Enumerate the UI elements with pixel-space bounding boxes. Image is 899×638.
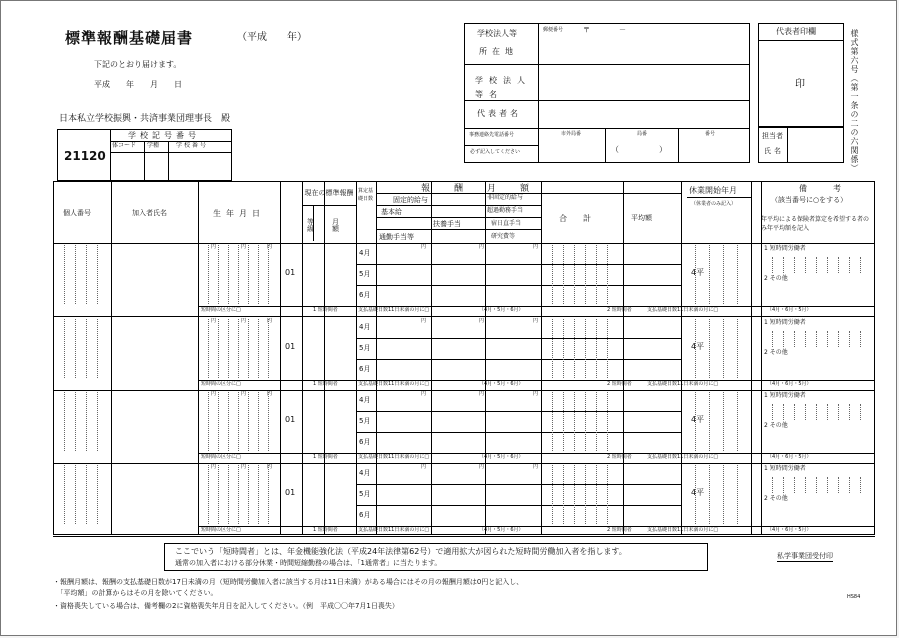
digit-line <box>794 404 795 420</box>
digit-line <box>794 331 795 347</box>
digit-line <box>75 465 76 524</box>
digit-line <box>75 319 76 378</box>
digit-line <box>238 465 239 524</box>
header-line <box>376 217 541 218</box>
digit-line <box>97 245 98 304</box>
digit-line <box>86 465 87 524</box>
digit-line <box>794 257 795 273</box>
phone-sub-2: 局番 <box>637 131 648 137</box>
row-footer-days: 支払基礎日数11日未満の月に□ <box>358 381 430 387</box>
table-col-line <box>431 181 432 535</box>
leave-value: 4平 <box>691 268 705 277</box>
table-col-line <box>751 181 752 535</box>
digit-line <box>585 392 586 451</box>
month-label: 6月 <box>359 511 371 519</box>
digit-line <box>849 404 850 420</box>
digit-line <box>218 245 219 304</box>
digit-line <box>783 257 784 273</box>
yen-unit: 円 <box>211 244 217 250</box>
row-line <box>53 536 875 537</box>
digit-line <box>816 257 817 273</box>
digit-line <box>827 404 828 420</box>
digit-line <box>208 319 209 378</box>
digit-line <box>827 257 828 273</box>
manager-label-2: 氏名 <box>764 147 784 155</box>
table-col-line <box>681 181 682 535</box>
header-bottom-line <box>53 243 875 244</box>
digit-line <box>849 257 850 273</box>
digit-line <box>208 392 209 451</box>
digit-line <box>563 465 564 524</box>
yen-unit: 円 <box>421 464 427 470</box>
digit-line <box>794 477 795 493</box>
digit-line <box>258 465 259 524</box>
month-label: 6月 <box>359 365 371 373</box>
digit-line <box>805 331 806 347</box>
era-label: （平成 年） <box>237 32 307 43</box>
month-line <box>356 264 681 265</box>
digit-line <box>97 319 98 378</box>
digit-line <box>772 404 773 420</box>
yen-unit: 円 <box>479 244 485 250</box>
digit-line <box>838 331 839 347</box>
digit-line <box>596 465 597 524</box>
remark-option: 2 その他 <box>764 422 788 429</box>
digit-line <box>238 319 239 378</box>
month-line <box>356 359 681 360</box>
yen-unit: 円 <box>533 318 539 324</box>
form-number: 様式第六号（第一条の二の六関係） <box>850 29 859 173</box>
row-footer-short: 短時間の区分に□ <box>201 527 241 533</box>
table-col-line <box>198 181 199 535</box>
col-remarks-sub: （該当番号に○をする） <box>771 196 848 204</box>
yen-unit: 円 <box>421 318 427 324</box>
yen-unit: 円 <box>267 391 273 397</box>
yen-unit: 円 <box>533 391 539 397</box>
digit-line <box>228 465 229 524</box>
digit-line <box>772 331 773 347</box>
digit-line <box>772 257 773 273</box>
digit-line <box>709 319 710 378</box>
digit-line <box>585 319 586 378</box>
leave-value: 4平 <box>691 415 705 424</box>
notice-box <box>164 543 708 571</box>
digit-line <box>723 245 724 304</box>
remark-option: 1 短時間労働者 <box>764 245 806 252</box>
table-col-line <box>376 181 377 535</box>
digit-line <box>563 319 564 378</box>
phone-label: 事務連絡先電話番号 <box>469 132 515 138</box>
digit-line <box>552 245 553 304</box>
yen-unit: 円 <box>479 464 485 470</box>
digit-line <box>709 392 710 451</box>
row-footer-short: 短時間の区分に□ <box>201 307 241 313</box>
row-footer-days2: 支払基礎日数11日未満の月に□ <box>647 307 719 313</box>
col-fixed-wage: 固定的給与 <box>393 196 428 204</box>
col-remarks: 備考 <box>799 184 867 193</box>
digit-line <box>268 465 269 524</box>
col-monthly: 月額 <box>332 218 339 233</box>
yen-unit: 円 <box>241 464 247 470</box>
row-footer-flag2: 2 短時間者 <box>607 454 632 460</box>
rep-label: 代表者名 <box>477 109 521 118</box>
phone-note: 必ず記入してください <box>470 149 521 155</box>
table-col-line <box>623 181 624 535</box>
col-leave-month: 休業開始年月 <box>689 186 737 195</box>
month-label: 4月 <box>359 323 371 331</box>
seal-mark: 印 <box>795 79 805 90</box>
note-1: ・報酬月額は、報酬の支払基礎日数が17日未満の月（短時間労働加入者に該当する月は11日未満）がある場合にはその月の報酬月額は0円と記入し、 <box>53 578 524 586</box>
col-remuneration: 報酬月額 <box>421 184 554 194</box>
school-code-sub-1: 体コード <box>112 142 137 149</box>
digit-line <box>860 331 861 347</box>
digit-line <box>86 392 87 451</box>
yen-unit: 円 <box>211 318 217 324</box>
yen-unit: 円 <box>421 244 427 250</box>
digit-line <box>208 245 209 304</box>
digit-line <box>607 392 608 451</box>
manager-label-1: 担当者 <box>762 132 783 140</box>
digit-line <box>248 245 249 304</box>
remark-option: 2 その他 <box>764 495 788 502</box>
month-label: 5月 <box>359 417 371 425</box>
digit-line <box>816 404 817 420</box>
page-code: HS84 <box>847 594 861 600</box>
digit-line <box>218 392 219 451</box>
col-basic-pay: 基本給 <box>381 208 402 216</box>
digit-line <box>75 245 76 304</box>
row-footer-days2: 支払基礎日数11日未満の月に□ <box>647 381 719 387</box>
col-grade: 等級 <box>307 218 314 233</box>
row-footer-months2: （4月・6月・5月） <box>767 454 812 460</box>
digit-line <box>552 465 553 524</box>
digit-line <box>805 477 806 493</box>
notice-line-2: 通常の加入者における部分休業・時間短縮勤務の場合は、「1通常者」に当たります。 <box>175 559 442 567</box>
remark-option: 1 短時間労働者 <box>764 392 806 399</box>
digit-line <box>849 477 850 493</box>
digit-line <box>585 465 586 524</box>
table-col-line <box>324 181 325 535</box>
stamp-label: 私学事業団受付印 <box>777 552 833 560</box>
col-member-no: 個人番号 <box>63 209 91 217</box>
digit-line <box>783 404 784 420</box>
phone-parens: （ ） <box>611 145 667 154</box>
col-leave-note: （休業者のみ記入） <box>691 201 737 207</box>
school-code-sub-2: 学種 <box>147 142 160 149</box>
digit-line <box>268 392 269 451</box>
digit-line <box>607 319 608 378</box>
digit-line <box>248 392 249 451</box>
month-line <box>356 338 681 339</box>
digit-line <box>228 319 229 378</box>
digit-line <box>64 392 65 451</box>
digit-line <box>860 257 861 273</box>
leave-value: 4平 <box>691 488 705 497</box>
grade-value: 01 <box>285 342 296 351</box>
digit-line <box>737 465 738 524</box>
remark-option: 2 その他 <box>764 275 788 282</box>
digit-line <box>805 404 806 420</box>
header-line <box>302 205 356 206</box>
seal-label: 代表者印欄 <box>776 27 816 36</box>
digit-line <box>248 465 249 524</box>
seal-box <box>758 23 844 127</box>
col-member-name: 加入者氏名 <box>132 209 167 217</box>
grade-value: 01 <box>285 488 296 497</box>
digit-line <box>563 245 564 304</box>
row-footer-flag1: 1 短時間者 <box>313 307 338 313</box>
digit-line <box>838 257 839 273</box>
school-info-box <box>464 23 750 163</box>
col-current-std: 現在の標準報酬 <box>304 189 354 197</box>
row-footer-days: 支払基礎日数11日未満の月に□ <box>358 307 430 313</box>
month-label: 6月 <box>359 291 371 299</box>
yen-unit: 円 <box>421 391 427 397</box>
postal-value: 〒 － <box>583 26 628 34</box>
digit-line <box>218 465 219 524</box>
note-3: ・資格喪失している場合は、備考欄の2に資格喪失年月日を記入してください。（例 平成〇〇年7月1日喪失） <box>53 602 399 610</box>
digit-line <box>827 331 828 347</box>
table-col-line <box>111 181 112 535</box>
header-line <box>313 205 314 241</box>
col-total: 合計 <box>559 214 607 223</box>
digit-line <box>805 257 806 273</box>
yen-unit: 円 <box>533 464 539 470</box>
digit-line <box>268 319 269 378</box>
school-code-box <box>57 129 232 181</box>
col-average: 平均額 <box>631 214 652 222</box>
digit-line <box>596 245 597 304</box>
note-2: 「平均額」の計算からはその月を除いてください。 <box>53 589 218 597</box>
digit-line <box>258 319 259 378</box>
yen-unit: 円 <box>267 244 273 250</box>
month-line <box>356 285 681 286</box>
month-line <box>356 411 681 412</box>
row-footer-flag1: 1 短時間者 <box>313 454 338 460</box>
digit-line <box>86 319 87 378</box>
digit-line <box>64 245 65 304</box>
digit-line <box>723 465 724 524</box>
yen-unit: 円 <box>267 318 273 324</box>
digit-line <box>816 477 817 493</box>
row-footer-short: 短時間の区分に□ <box>201 381 241 387</box>
month-label: 4月 <box>359 249 371 257</box>
digit-line <box>596 392 597 451</box>
digit-line <box>97 465 98 524</box>
digit-line <box>574 319 575 378</box>
yen-unit: 円 <box>479 391 485 397</box>
col-night: 宿日直手当 <box>491 220 522 227</box>
header-line <box>376 229 541 230</box>
phone-sub-3: 番号 <box>705 131 716 137</box>
digit-line <box>238 392 239 451</box>
row-footer-months: （4月・5月・6月） <box>479 381 524 387</box>
digit-line <box>783 477 784 493</box>
row-footer-months2: （4月・6月・5月） <box>767 527 812 533</box>
digit-line <box>238 245 239 304</box>
row-footer-months2: （4月・6月・5月） <box>767 381 812 387</box>
table-col-line <box>356 181 357 535</box>
table-col-line <box>280 181 281 535</box>
digit-line <box>86 245 87 304</box>
col-overtime: 超過勤務手当 <box>487 207 524 214</box>
digit-line <box>75 392 76 451</box>
corp-label: 学校法人等 <box>477 29 517 38</box>
digit-line <box>838 404 839 420</box>
table-col-line <box>541 181 542 535</box>
row-footer-flag2: 2 短時間者 <box>607 381 632 387</box>
header-line <box>376 193 681 194</box>
row-footer-days: 支払基礎日数11日未満の月に□ <box>358 527 430 533</box>
row-footer-flag1: 1 短時間者 <box>313 527 338 533</box>
month-label: 6月 <box>359 438 371 446</box>
digit-line <box>585 245 586 304</box>
digit-line <box>860 477 861 493</box>
digit-line <box>218 319 219 378</box>
digit-line <box>268 245 269 304</box>
digit-line <box>816 331 817 347</box>
addressee: 日本私立学校振興・共済事業団理事長 殿 <box>59 114 231 124</box>
month-label: 4月 <box>359 396 371 404</box>
header-line <box>687 197 751 198</box>
digit-line <box>709 465 710 524</box>
digit-line <box>772 477 773 493</box>
digit-line <box>208 465 209 524</box>
header-line <box>376 205 541 206</box>
row-footer-days2: 支払基礎日数11日未満の月に□ <box>647 527 719 533</box>
row-footer-days2: 支払基礎日数11日未満の月に□ <box>647 454 719 460</box>
digit-line <box>552 392 553 451</box>
row-footer-months: （4月・5月・6月） <box>479 307 524 313</box>
remark-option: 1 短時間労働者 <box>764 465 806 472</box>
row-footer-months: （4月・5月・6月） <box>479 454 524 460</box>
school-name-label: 学校法人等名 <box>475 76 531 99</box>
digit-line <box>849 331 850 347</box>
remark-option: 1 短時間労働者 <box>764 319 806 326</box>
grade-value: 01 <box>285 415 296 424</box>
school-code-value: 21120 <box>64 149 106 163</box>
digit-line <box>64 465 65 524</box>
digit-line <box>607 465 608 524</box>
digit-line <box>827 477 828 493</box>
yen-unit: 円 <box>241 391 247 397</box>
digit-line <box>737 319 738 378</box>
digit-line <box>737 392 738 451</box>
digit-line <box>248 319 249 378</box>
month-line <box>356 432 681 433</box>
yen-unit: 円 <box>211 391 217 397</box>
yen-unit: 円 <box>241 318 247 324</box>
digit-line <box>574 392 575 451</box>
table-col-line <box>302 181 303 535</box>
digit-line <box>574 465 575 524</box>
submit-text: 下記のとおり届けます。 <box>94 60 182 69</box>
leave-value: 4平 <box>691 342 705 351</box>
digit-line <box>64 319 65 378</box>
row-footer-flag1: 1 短時間者 <box>313 381 338 387</box>
digit-line <box>860 404 861 420</box>
postal-label: 郵便番号 <box>543 27 564 33</box>
digit-line <box>723 319 724 378</box>
digit-line <box>709 245 710 304</box>
digit-line <box>607 245 608 304</box>
digit-line <box>228 392 229 451</box>
phone-sub-1: 市外局番 <box>561 131 582 137</box>
notice-line-1: ここでいう「短時間者」とは、年金機能強化法（平成24年法律第62号）で適用拡大が図られた短時間労働加入者を指します。 <box>175 547 627 556</box>
remark-option: 2 その他 <box>764 349 788 356</box>
digit-line <box>97 392 98 451</box>
grade-value: 01 <box>285 268 296 277</box>
date-line: 平成 年 月 日 <box>94 80 182 89</box>
col-birth: 生年月日 <box>213 209 265 218</box>
yen-unit: 円 <box>479 318 485 324</box>
school-code-sub-3: 学校番号 <box>176 142 209 149</box>
digit-line <box>723 392 724 451</box>
yen-unit: 円 <box>267 464 273 470</box>
digit-line <box>258 392 259 451</box>
col-ext-allow: 扶養手当 <box>433 220 461 228</box>
school-code-label: 学校記号番号 <box>128 131 200 140</box>
row-footer-months2: （4月・6月・5月） <box>767 307 812 313</box>
digit-line <box>552 319 553 378</box>
col-variable-wage: 非固定的給与 <box>487 194 524 201</box>
table-col-line <box>485 181 486 535</box>
digit-line <box>563 392 564 451</box>
month-label: 5月 <box>359 490 371 498</box>
digit-line <box>783 331 784 347</box>
manager-box <box>758 127 844 163</box>
row-footer-short: 短時間の区分に□ <box>201 454 241 460</box>
month-label: 5月 <box>359 344 371 352</box>
yen-unit: 円 <box>241 244 247 250</box>
yen-unit: 円 <box>211 464 217 470</box>
col-basis-days: 算定基礎日数 <box>358 188 374 202</box>
digit-line <box>596 319 597 378</box>
digit-line <box>838 477 839 493</box>
month-label: 5月 <box>359 270 371 278</box>
month-line <box>356 484 681 485</box>
month-label: 4月 <box>359 469 371 477</box>
address-label: 所在地 <box>479 47 518 56</box>
row-footer-flag2: 2 短時間者 <box>607 307 632 313</box>
row-footer-flag2: 2 短時間者 <box>607 527 632 533</box>
row-footer-days: 支払基礎日数11日未満の月に□ <box>358 454 430 460</box>
month-line <box>356 505 681 506</box>
col-commute: 通勤手当等 <box>379 233 414 241</box>
digit-line <box>228 245 229 304</box>
col-research: 研究費等 <box>491 233 516 240</box>
row-footer-months: （4月・5月・6月） <box>479 527 524 533</box>
digit-line <box>737 245 738 304</box>
col-remarks-note: 年平均による保険者算定を希望する者のみ年平均額を記入 <box>761 216 870 232</box>
digit-line <box>574 245 575 304</box>
yen-unit: 円 <box>533 244 539 250</box>
form-title: 標準報酬基礎届書 <box>65 29 194 47</box>
table-col-line <box>761 181 762 535</box>
digit-line <box>258 245 259 304</box>
